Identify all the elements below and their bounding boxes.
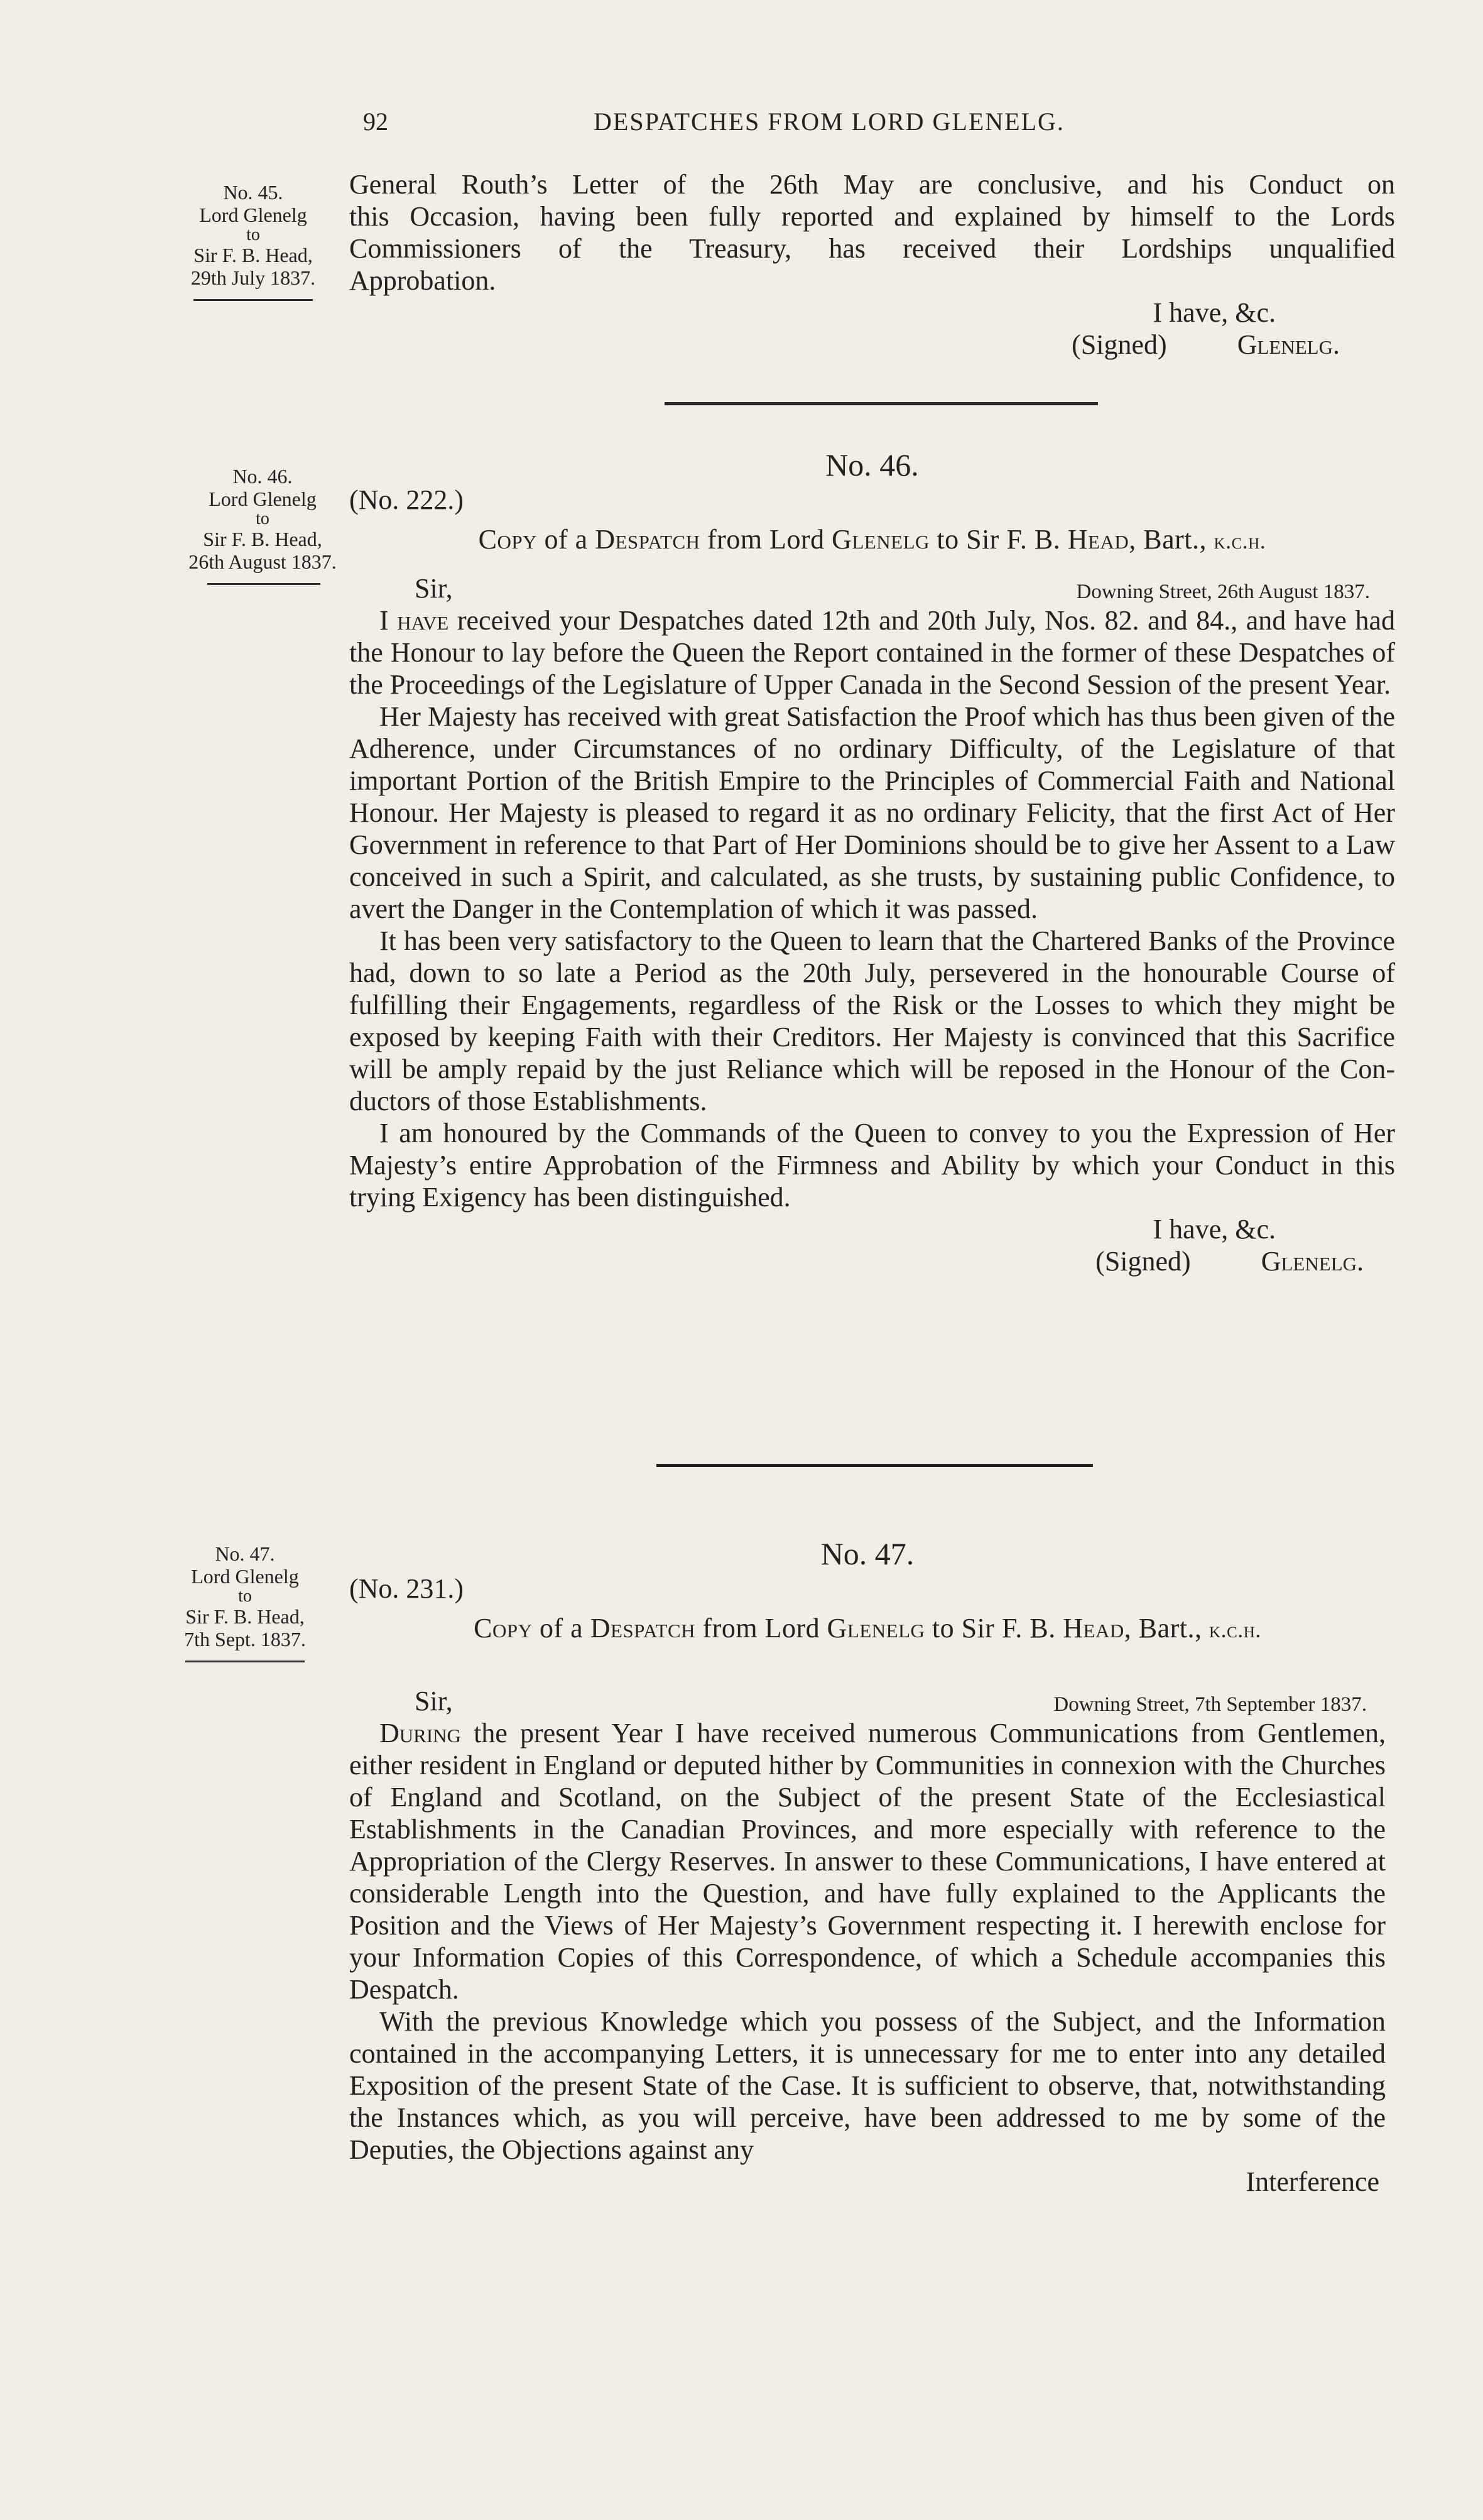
- section-divider: [656, 1464, 1093, 1467]
- salutation-row: [349, 1685, 1386, 1717]
- body-line: General Routh’s Letter of the 26th May are conclusive, and his Conduct on: [349, 169, 1395, 200]
- body-paragraph: During the present Year I have received numerous Communications from Gentlemen, either resident in England or deputed hither by Communities in connexion with the Churches of England and Scotland, on the Subject of the present State of the Ecclesiastical Establishments in the Canadian Provinces, and more especially with reference to the Appropriation of the Clergy Reserves. In answer to these Communications, I have entered at considerable Length into the Question, and have fully explained to the Applicants the Position and the Views of Her Majesty’s Government respecting it. I herewith enclose for your Information Copies of this Correspondence, of which a Schedule accompanies this Despatch.: [349, 1718, 1386, 2005]
- margin-recipient: Sir F. B. Head,: [193, 244, 313, 266]
- despatch-47: [349, 1538, 1386, 2198]
- signature-line: [349, 329, 1395, 361]
- despatch-heading: Copy of a Despatch from Lord Glenelg to Sir F. B. Head, Bart., k.c.h.: [478, 524, 1266, 555]
- closing-line: I have, &c.: [1153, 297, 1276, 328]
- salutation: Sir,: [415, 573, 453, 604]
- despatch-reference: (No. 231.): [349, 1573, 464, 1604]
- margin-to: to: [238, 1586, 252, 1606]
- margin-note-46: [168, 465, 357, 585]
- despatch-title: No. 46.: [825, 447, 919, 483]
- signature-name: Glenelg.: [1261, 1246, 1364, 1277]
- body-paragraph: With the previous Knowledge which you possess of the Subject, and the Information contained in the accompanying Letters, it is unnecessary for me to enter into any detailed Exposition of the present State of the Case. It is sufficient to observe, that, notwithstanding the Instances which, as you will perceive, have been addressed to me by some of the Deputies, the Objections against any: [349, 2006, 1386, 2165]
- margin-to: to: [246, 225, 260, 244]
- closing-line: I have, &c.: [1153, 1214, 1276, 1245]
- place-date: Downing Street, 7th September 1837.: [1053, 1693, 1367, 1716]
- body-paragraph: I have received your Despatches dated 12th and 20th July, Nos. 82. and 84., and have had the Honour to lay before the Queen the Report contained in the former of these Despatches of the Proceedings of the Legislature of Upper Canada in the Second Session of the present Year.: [349, 605, 1395, 700]
- despatch-reference: (No. 222.): [349, 484, 464, 515]
- salutation: Sir,: [415, 1686, 453, 1716]
- salutation-row: [349, 572, 1395, 604]
- margin-divider: [193, 299, 313, 301]
- body-line: this Occasion, having been fully reported and explained by himself to the Lords: [349, 201, 1395, 232]
- margin-to: to: [256, 509, 269, 528]
- page-header: [0, 107, 1483, 145]
- despatch-title: No. 47.: [820, 1536, 915, 1571]
- body-paragraph: I am honoured by the Commands of the Queen to convey to you the Expression of Her Majesty’s entire Approbation of the Firmness and Ability by which your Conduct in this trying Exigency has been distinguished.: [349, 1118, 1395, 1213]
- signed-label: (Signed): [1095, 1246, 1191, 1277]
- body-line: Commissioners of the Treasury, has received their Lordships unqualified: [349, 233, 1395, 264]
- margin-date: 7th Sept. 1837.: [184, 1628, 306, 1650]
- margin-number: No. 45.: [223, 181, 283, 204]
- margin-date: 26th August 1837.: [188, 550, 337, 573]
- margin-recipient: Sir F. B. Head,: [203, 528, 322, 550]
- margin-divider: [185, 1661, 305, 1662]
- margin-number: No. 47.: [215, 1542, 275, 1565]
- margin-note-47: [157, 1542, 333, 1662]
- margin-sender: Lord Glenelg: [209, 488, 317, 510]
- place-date: Downing Street, 26th August 1837.: [1076, 581, 1370, 603]
- margin-recipient: Sir F. B. Head,: [185, 1605, 305, 1628]
- running-head: DESPATCHES FROM LORD GLENELG.: [594, 107, 1065, 136]
- despatch-heading: Copy of a Despatch from Lord Glenelg to Sir F. B. Head, Bart., k.c.h.: [474, 1613, 1261, 1644]
- margin-divider: [207, 583, 320, 585]
- section-divider: [665, 402, 1098, 405]
- signature-name: Glenelg.: [1237, 329, 1340, 360]
- catchword: Interference: [1246, 2166, 1379, 2197]
- margin-number: No. 46.: [232, 465, 293, 488]
- body-paragraph: Her Majesty has received with great Satisfaction the Proof which has thus been given of the Adherence, under Circumstances of no ordinary Difficulty, of the Legislature of that important Portion of the British Empire to the Principles of Commercial Faith and National Honour. Her Majesty is pleased to regard it as no ordinary Felicity, that the first Act of Her Government in reference to that Part of Her Dominions should be to give her Assent to a Law conceived in such a Spirit, and calculated, as she trusts, by sustaining public Confidence, to avert the Danger in the Contemplation of which it was passed.: [349, 701, 1395, 924]
- page-number: 92: [363, 107, 388, 136]
- margin-date: 29th July 1837.: [190, 266, 316, 289]
- body-line: Approbation.: [349, 265, 496, 296]
- margin-note-45: [168, 181, 338, 301]
- despatch-45-continuation: [349, 168, 1395, 361]
- margin-sender: Lord Glenelg: [191, 1565, 299, 1588]
- signed-label: (Signed): [1072, 329, 1167, 360]
- despatch-46: [349, 449, 1395, 1277]
- signature-line: [349, 1245, 1395, 1277]
- margin-sender: Lord Glenelg: [199, 204, 307, 226]
- body-paragraph: It has been very satisfactory to the Queen to learn that the Chartered Banks of the Province had, down to so late a Period as the 20th July, persevered in the honourable Course of fulfilling their Engagements, regardless of the Risk or the Losses to which they might be exposed by keeping Faith with their Creditors. Her Majesty is convinced that this Sacrifice will be amply repaid by the just Reliance which will be reposed in the Honour of the Conductors of those Establishments.: [349, 925, 1395, 1116]
